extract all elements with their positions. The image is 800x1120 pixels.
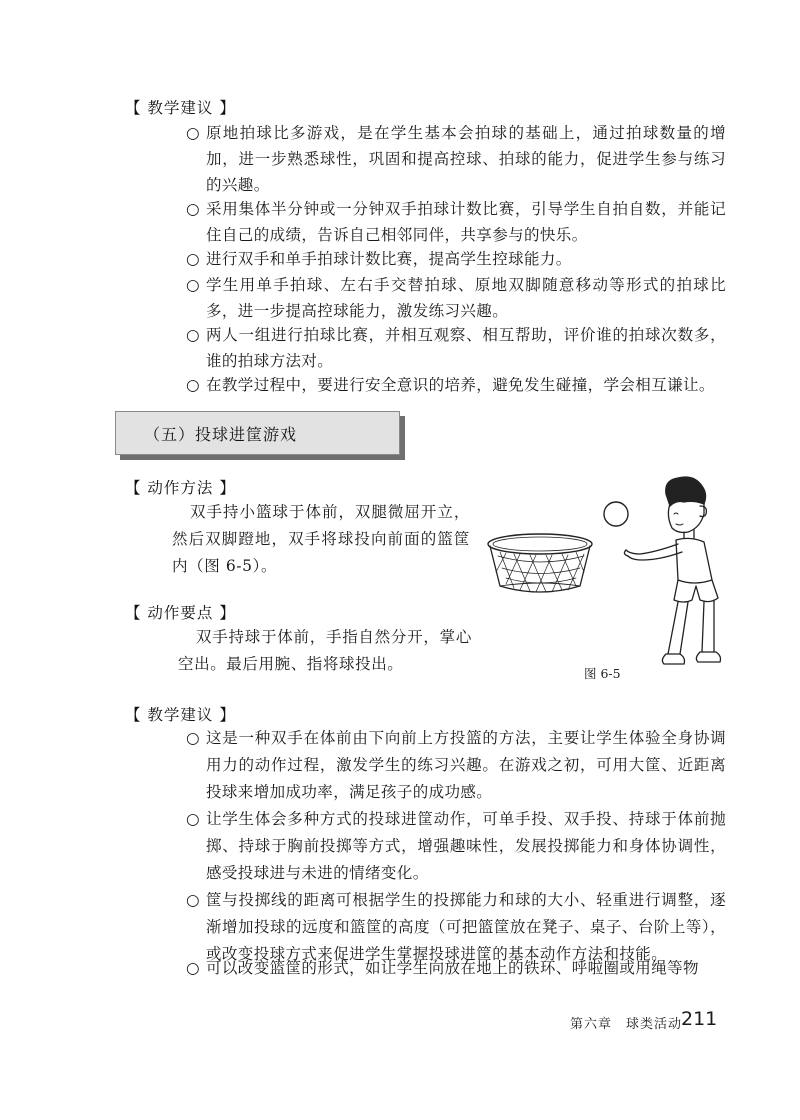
bullet-circle-icon: ○ (186, 250, 200, 268)
section2-item-3-text: 筐与投掷线的距离可根据学生的投掷能力和球的大小、轻重进行调整，逐渐增加投球的远度和篮筐的高度（可把篮筐放在凳子、桌子、台阶上等），或改变投球方式来促进学生掌握投球进筐的基本动作方法和技能。 (206, 891, 726, 963)
section1-item-5-text: 两人一组进行拍球比赛，并相互观察、相互帮助，评价谁的拍球次数多，谁的拍球方法对。 (206, 326, 726, 370)
section1-item-6-text: 在教学过程中，要进行安全意识的培养，避免发生碰撞，学会相互谦让。 (206, 376, 715, 394)
section1-item-3-text: 进行双手和单手拍球计数比赛，提高学生控球能力。 (206, 250, 572, 268)
section2-item-4 (186, 955, 726, 982)
section2-heading: 【 教学建议 】 (125, 706, 236, 724)
section1-item-2-text: 采用集体半分钟或一分钟双手拍球计数比赛，引导学生自拍自数，并能记住自己的成绩，告诉自己相邻同伴，共享参与的快乐。 (206, 200, 726, 244)
figure-child-throwing-ball-into-basket (480, 476, 730, 676)
bullet-circle-icon: ○ (186, 200, 200, 218)
section-title-box (115, 411, 400, 455)
figure-caption: 图 6-5 (584, 666, 621, 681)
section1-item-4 (186, 272, 726, 324)
bullet-circle-icon: ○ (186, 729, 200, 747)
bullet-circle-icon: ○ (186, 326, 200, 344)
section1-item-1-text: 原地拍球比多游戏，是在学生基本会拍球的基础上，通过拍球数量的增加，进一步熟悉球性，巩固和提高控球、拍球的能力，促进学生参与练习的兴趣。 (206, 124, 726, 194)
section1-item-1 (186, 120, 726, 198)
bullet-circle-icon: ○ (186, 376, 200, 394)
section1-item-5 (186, 322, 726, 374)
section1-heading: 【 教学建议 】 (125, 99, 236, 117)
page-number: 211 (681, 1008, 718, 1030)
key-points-heading: 【 动作要点 】 (125, 604, 236, 622)
section2-item-1 (186, 725, 726, 806)
section1-item-4-text: 学生用单手拍球、左右手交替拍球、原地双脚随意移动等形式的拍球比多，进一步提高控球能力，激发练习兴趣。 (206, 276, 726, 320)
footer-chapter: 第六章 球类活动 (570, 1017, 683, 1032)
section1-item-2 (186, 196, 726, 248)
section1-item-3 (186, 246, 726, 272)
basket-icon (488, 534, 592, 592)
section2-item-2 (186, 806, 726, 887)
section2-item-1-text: 这是一种双手在体前由下向前上方投篮的方法，主要让学生体验全身协调用力的动作过程，激发学生的练习兴趣。在游戏之初，可用大筐、近距离投球来增加成功率，满足孩子的成功感。 (206, 729, 726, 801)
child-figure-icon (624, 477, 720, 664)
method-heading: 【 动作方法 】 (125, 479, 236, 497)
section1-item-6 (186, 372, 726, 398)
ball-icon (604, 502, 628, 526)
method-text: 双手持小篮球于体前，双腿微屈开立，然后双脚蹬地，双手将球投向前面的篮筐内（图 6-5）。 (172, 503, 470, 575)
bullet-circle-icon: ○ (186, 124, 200, 142)
section2-item-4-text: 可以改变篮筐的形式，如让学生向放在地上的铁环、呼啦圈或用绳等物 (206, 959, 699, 977)
bullet-circle-icon: ○ (186, 959, 200, 977)
key-points-text: 双手持球于体前，手指自然分开，掌心空出。最后用腕、指将球投出。 (178, 628, 472, 673)
bullet-circle-icon: ○ (186, 810, 200, 828)
section2-item-2-text: 让学生体会多种方式的投球进筐动作，可单手投、双手投、持球于体前抛掷、持球于胸前投掷等方式，增强趣味性，发展投掷能力和身体协调性，感受投球进与未进的情绪变化。 (206, 810, 726, 882)
bullet-circle-icon: ○ (186, 276, 200, 294)
bullet-circle-icon: ○ (186, 891, 200, 909)
section-title: （五）投球进筐游戏 (144, 425, 298, 444)
